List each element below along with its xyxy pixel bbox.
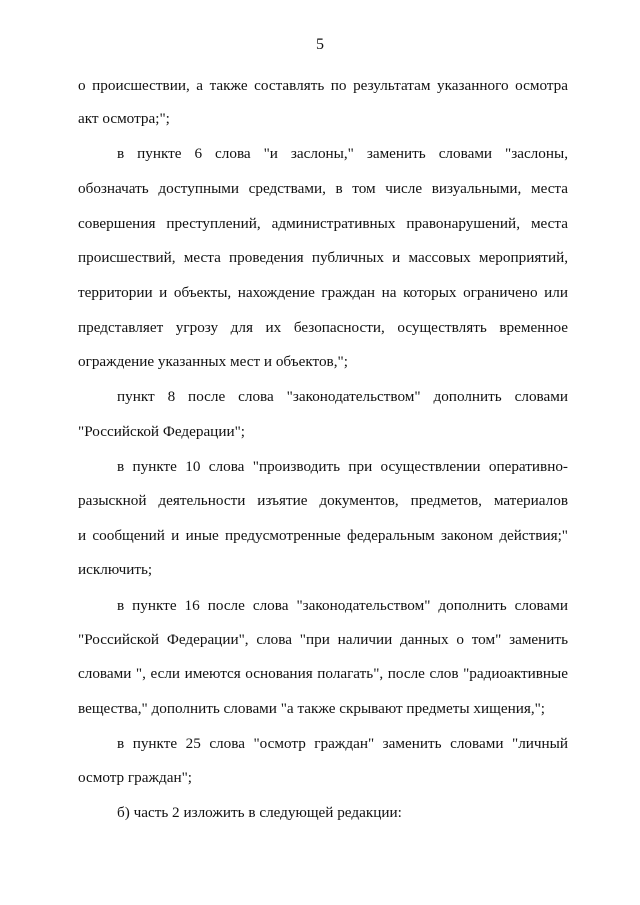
paragraph-line: "Российской Федерации"; — [78, 423, 245, 440]
paragraph-line: и сообщений и иные предусмотренные федеральным законом действия;" — [78, 527, 568, 544]
paragraph-line: "Российской Федерации", слова "при наличии данных о том" заменить — [78, 631, 568, 648]
paragraph-line: осмотр граждан"; — [78, 769, 193, 786]
paragraph-line: ограждение указанных мест и объектов,"; — [78, 353, 348, 370]
paragraph-line: происшествий, места проведения публичных и массовых мероприятий, — [78, 249, 568, 266]
paragraph-line: вещества," дополнить словами "а также скрывают предметы хищения,"; — [78, 700, 546, 717]
paragraph-line: исключить; — [78, 561, 153, 578]
paragraph-line: территории и объекты, нахождение граждан на которых ограничено или — [78, 284, 568, 301]
paragraph-line: б) часть 2 изложить в следующей редакции: — [117, 804, 402, 821]
paragraph-line: в пункте 16 после слова "законодательством" дополнить словами — [117, 597, 568, 614]
paragraph-line: пункт 8 после слова "законодательством" дополнить словами — [117, 388, 568, 405]
paragraph-line: в пункте 25 слова "осмотр граждан" заменить словами "личный — [117, 735, 568, 752]
paragraph-line: представляет угрозу для их безопасности, осуществлять временное — [78, 319, 568, 336]
paragraph-line: совершения преступлений, административных правонарушений, места — [78, 215, 568, 232]
paragraph-line: в пункте 6 слова "и заслоны," заменить словами "заслоны, — [117, 145, 568, 162]
paragraph-line: в пункте 10 слова "производить при осуществлении оперативно- — [117, 458, 568, 475]
paragraph-line: акт осмотра;"; — [78, 110, 170, 127]
paragraph-line: обозначать доступными средствами, в том числе визуальными, места — [78, 180, 568, 197]
paragraph-line: о происшествии, а также составлять по результатам указанного осмотра — [78, 77, 568, 94]
page-number: 5 — [316, 36, 324, 53]
paragraph-line: словами ", если имеются основания полагать", после слов "радиоактивные — [78, 665, 568, 682]
paragraph-line: разыскной деятельности изъятие документов, предметов, материалов — [78, 492, 568, 509]
